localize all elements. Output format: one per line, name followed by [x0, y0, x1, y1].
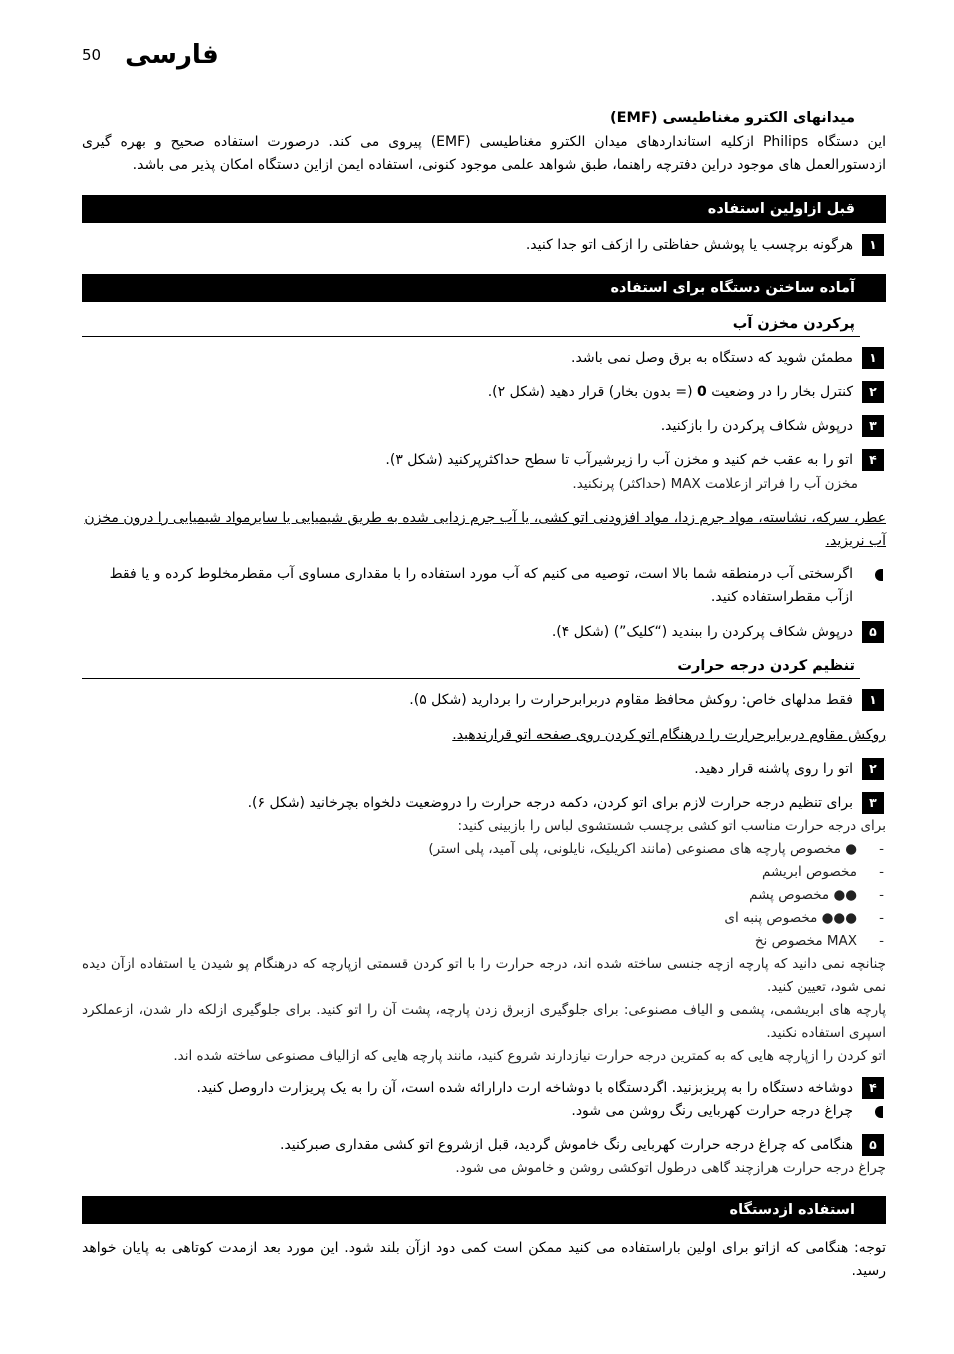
step-text: فقط مدلهای خاص: روکش محافظ مقاوم دربرابرحرارت را بردارید (شکل ۵). — [409, 692, 853, 708]
step — [82, 347, 886, 370]
step — [82, 758, 886, 781]
fabric-text: ●●● مخصوص پنبه ای — [724, 910, 857, 926]
step — [82, 381, 886, 404]
fabric-list-item — [82, 930, 886, 953]
fabric-list-item — [82, 884, 886, 907]
page-content — [82, 107, 886, 1283]
warning-text: عطر، سرکه، نشاسته، مواد جرم زدا، مواد افزودنی اتو کشی، یا آب جرم زدایی شده به طریق شیمیایی یا سایرمواد شیمیایی را درون مخزن آب نریزید. — [84, 510, 886, 549]
step-text: هرگونه برچسب یا پوشش حفاظتی را ازکف اتو جدا کنید. — [525, 237, 853, 253]
step-text: اتو را به عقب خم کنید و مخزن آب را زیرشیرآب تا سطح حداکثرپرکنید (شکل ۳). — [385, 452, 853, 468]
step-text-part: کنترل بخار را در وضعیت — [711, 384, 853, 400]
emf-paragraph: این دستگاه Philips ازکلیه استانداردهای میدان الکترو مغناطیسی (EMF) پیروی می کند. درصورت استفاده صحیح و بهره گیری ازدستورالعمل های موجود دراین دفترچه راهنما، طبق شواهد علمی موجود کنونی، استفاده ایمن ازاین دستگاه امکان پذیر می باشد. — [82, 134, 886, 173]
step-number: ۵ — [862, 1134, 884, 1156]
bullet-icon — [875, 569, 883, 581]
section-bar-preparing: آماده ساختن دستگاه برای استفاده — [82, 274, 886, 302]
step-text: درپوش شکاف پرکردن را بازکنید. — [660, 418, 853, 434]
list-dash: - — [879, 841, 884, 857]
result-bullet — [82, 1100, 886, 1123]
fabric-text: ●● مخصوص پشم — [749, 887, 857, 903]
step-number: ۴ — [862, 1077, 884, 1099]
list-dash: - — [879, 933, 884, 949]
step-number: ۴ — [862, 449, 884, 471]
emf-heading: میدانهای الکترو مغناطیسی (EMF) — [610, 110, 855, 126]
warning-heat-cover — [82, 724, 886, 747]
list-dash: - — [879, 910, 884, 926]
step-number: ۱ — [862, 234, 884, 256]
step-text: هنگامی که چراغ درجه حرارت کهربایی رنگ خاموش گردید، قبل ازشروع اتو کشی مقداری صبرکنید. — [280, 1137, 853, 1153]
fabric-text: MAX مخصوص نخ — [754, 933, 857, 949]
tip-text: اگرسختی آب درمنطقه شما بالا است، توصیه می کنیم که آب مورد استفاده را با مقداری مساوی آب مقطرمخلوط کرده و یا فقط ازآب مقطراستفاده کنید. — [109, 566, 853, 605]
step-text: دوشاخه دستگاه را به پریزبزنید. اگردستگاه با دوشاخه ارت دارارائه شده است، آن را به یک پریزارت داروصل کنید. — [196, 1080, 853, 1096]
step-number: ۲ — [862, 381, 884, 403]
fabric-text: مخصوص ابریشم — [762, 864, 857, 880]
step-number: ۳ — [862, 792, 884, 814]
step-text: برای تنظیم درجه حرارت لازم برای اتو کردن، دکمه درجه حرارت را دروضعیت دلخواه بچرخانید (شکل ۶). — [247, 795, 853, 811]
subheading-filling-water-tank: پرکردن مخزن آب — [82, 313, 860, 337]
note-max-level: مخزن آب را فراتر ازعلامت MAX (حداکثر) پرنکنید. — [572, 476, 858, 492]
step — [82, 234, 886, 257]
step-text: مطمئن شوید که دستگاه به برق وصل نمی باشد. — [571, 350, 853, 366]
warning-no-additives — [82, 507, 886, 553]
language-title: فارسی — [125, 40, 219, 70]
section-bar-using-appliance: استفاده ازدستگاه — [82, 1196, 886, 1224]
step-text: اتو را روی پاشنه قرار دهید. — [694, 761, 853, 777]
note-start-low-temperature: اتو کردن را ازپارچه هایی که به کمترین درجه حرارت نیازدارند شروع کنید، مانند پارچه هایی که ازالیاف مصنوعی ساخته شده اند. — [173, 1048, 886, 1064]
section-bar-before-first-use: قبل ازاولین استفاده — [82, 195, 886, 223]
fabric-list-item — [82, 861, 886, 884]
step — [82, 1077, 886, 1100]
note-unknown-fabric: چنانچه نمی دانید که پارچه ازچه جنسی ساخته شده اند، درجه حرارت را با اتو کردن قسمتی ازپارچه که درهنگام پو شیدن یا استفاده ازآن دیده نمی شود، تعیین کنید. — [82, 956, 886, 995]
step — [82, 792, 886, 815]
step — [82, 621, 886, 644]
step — [82, 449, 886, 472]
fabric-list-item — [82, 907, 886, 930]
step-text: درپوش شکاف پرکردن را ببندید (“کلیک”) (شکل ۴). — [551, 624, 853, 640]
step — [82, 415, 886, 438]
step — [82, 1134, 886, 1157]
result-text: چراغ درجه حرارت کهربایی رنگ روشن می شود. — [571, 1103, 853, 1119]
bullet-icon — [875, 1106, 883, 1118]
note-light-cycling: چراغ درجه حرارت هرازچند گاهی درطول اتوکشی روشن و خاموش می شود. — [455, 1160, 886, 1176]
steam-setting-value: 0 — [697, 384, 707, 400]
using-note: توجه: هنگامی که ازاتو برای اولین باراستفاده می کنید ممکن است کمی دود ازآن بلند شود. این مورد بعد ازمدت کوتاهی به پایان خواهد رسید. — [82, 1240, 886, 1279]
step-number: ۵ — [862, 621, 884, 643]
list-dash: - — [879, 864, 884, 880]
fabric-list-item — [82, 838, 886, 861]
page-header — [82, 40, 219, 70]
list-dash: - — [879, 887, 884, 903]
step-number: ۱ — [862, 347, 884, 369]
note-silk-wool: پارچه های ابریشمی، پشمی و الیاف مصنوعی: برای جلوگیری ازبرق زدن پارچه، پشت آن را اتو کنید. برای جلوگیری ازلکه دار شدن، ازعملکرد اسپری استفاده نکنید. — [82, 1002, 886, 1041]
subheading-setting-temperature: تنظیم کردن درجه حرارت — [82, 655, 860, 679]
step-number: ۲ — [862, 758, 884, 780]
step-number: ۱ — [862, 689, 884, 711]
step-number: ۳ — [862, 415, 884, 437]
page-number: 50 — [82, 46, 102, 64]
step-text — [488, 384, 853, 400]
warning-text: روکش مقاوم دربرابرحرارت را درهنگام اتو کردن روی صفحه اتو قرارندهید. — [452, 727, 886, 743]
note-check-label: برای درجه حرارت مناسب اتو کشی برچسب شستشوی لباس را بازبینی کنید: — [457, 818, 886, 834]
step-text-part: (= بدون بخار) قرار دهید (شکل ۲). — [487, 384, 693, 400]
step — [82, 689, 886, 712]
fabric-text: ● مخصوص پارچه های مصنوعی (مانند اکریلیک، نایلونی، پلی آمید، پلی استر) — [428, 841, 857, 857]
tip-bullet — [82, 563, 886, 609]
